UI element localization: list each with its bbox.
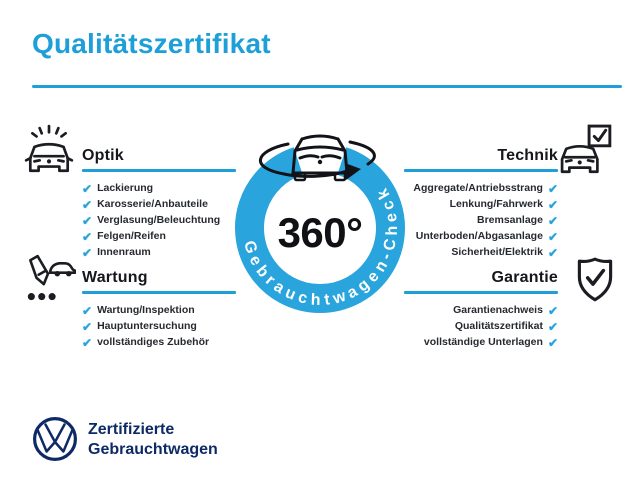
checklist-item — [82, 320, 236, 333]
check-icon: ✔ — [82, 197, 93, 212]
shield-check-icon — [572, 256, 618, 306]
section-underline — [404, 169, 558, 172]
title-divider — [32, 85, 622, 88]
check-icon: ✔ — [82, 303, 93, 318]
checklist-item — [404, 246, 558, 259]
checklist-item-label: Felgen/Reifen — [97, 230, 166, 242]
sparkling-car-icon — [22, 124, 76, 178]
checklist-pen-car-icon — [22, 254, 76, 308]
section-underline — [82, 291, 236, 294]
checklist-item — [82, 198, 236, 211]
check-icon: ✔ — [82, 213, 93, 228]
checklist-item-label: Lackierung — [97, 182, 154, 194]
checklist-item-label: Karosserie/Anbauteile — [97, 198, 208, 210]
checklist-item-label: Aggregate/Antriebsstrang — [413, 182, 543, 194]
checklist-item-label: Innenraum — [97, 246, 151, 258]
checklist-item — [82, 230, 236, 243]
checklist-item-label: Garantienachweis — [453, 304, 543, 316]
check-icon: ✔ — [547, 319, 558, 334]
check-icon: ✔ — [82, 335, 93, 350]
section-underline — [82, 169, 236, 172]
garantie-checklist — [404, 304, 558, 349]
check-icon: ✔ — [547, 197, 558, 212]
vw-logo — [32, 416, 78, 462]
checklist-item-label: Bremsanlage — [476, 214, 543, 226]
footer-brand-text — [88, 420, 218, 460]
checklist-item — [82, 182, 236, 195]
checklist-item-label: vollständige Unterlagen — [423, 336, 543, 348]
section-technik — [404, 146, 558, 262]
checklist-item — [404, 198, 558, 211]
footer-line2: Gebrauchtwagen — [88, 441, 218, 458]
section-technik-title: Technik — [497, 147, 558, 164]
technik-checklist — [404, 182, 558, 259]
checklist-item-label: Verglasung/Beleuchtung — [97, 214, 221, 226]
check-icon: ✔ — [82, 229, 93, 244]
footer-line1: Zertifizierte — [88, 421, 175, 438]
check-icon: ✔ — [547, 213, 558, 228]
degree-label: 360° — [277, 209, 363, 256]
car-360-rotation-icon — [260, 136, 374, 180]
wartung-checklist — [82, 304, 236, 349]
checklist-item-label: vollständiges Zubehör — [97, 336, 210, 348]
section-wartung-title: Wartung — [82, 269, 148, 286]
checklist-item-label: Qualitätszertifikat — [454, 320, 543, 332]
ring-shape — [250, 161, 391, 299]
checklist-item — [404, 214, 558, 227]
checklist-item — [404, 230, 558, 243]
checklist-item — [404, 182, 558, 195]
section-optik — [82, 146, 236, 262]
checklist-item-label: Wartung/Inspektion — [97, 304, 195, 316]
section-underline — [404, 291, 558, 294]
car-checkbox-icon — [560, 124, 614, 178]
checklist-item-label: Unterboden/Abgasanlage — [415, 230, 543, 242]
section-garantie-title: Garantie — [491, 269, 558, 286]
checklist-item — [404, 336, 558, 349]
section-garantie — [404, 268, 558, 352]
optik-checklist — [82, 182, 236, 259]
check-icon: ✔ — [547, 229, 558, 244]
ring-label-text — [240, 182, 401, 309]
checklist-item-label: Sicherheit/Elektrik — [451, 246, 543, 258]
check-icon: ✔ — [547, 335, 558, 350]
checklist-item — [404, 320, 558, 333]
section-wartung — [82, 268, 236, 352]
checklist-item — [82, 304, 236, 317]
checklist-item — [404, 304, 558, 317]
check-icon: ✔ — [547, 303, 558, 318]
section-optik-title: Optik — [82, 147, 124, 164]
checklist-item-label: Hauptuntersuchung — [97, 320, 197, 332]
check-icon: ✔ — [82, 181, 93, 196]
check-icon: ✔ — [82, 319, 93, 334]
checklist-item — [82, 214, 236, 227]
checklist-item — [82, 336, 236, 349]
ring-label: Gebrauchtwagen-Check — [240, 181, 401, 309]
check-icon: ✔ — [82, 245, 93, 260]
check-icon: ✔ — [547, 181, 558, 196]
check-icon: ✔ — [547, 245, 558, 260]
checklist-item-label: Lenkung/Fahrwerk — [449, 198, 543, 210]
page-title: Qualitätszertifikat — [32, 28, 271, 59]
checklist-item — [82, 246, 236, 259]
